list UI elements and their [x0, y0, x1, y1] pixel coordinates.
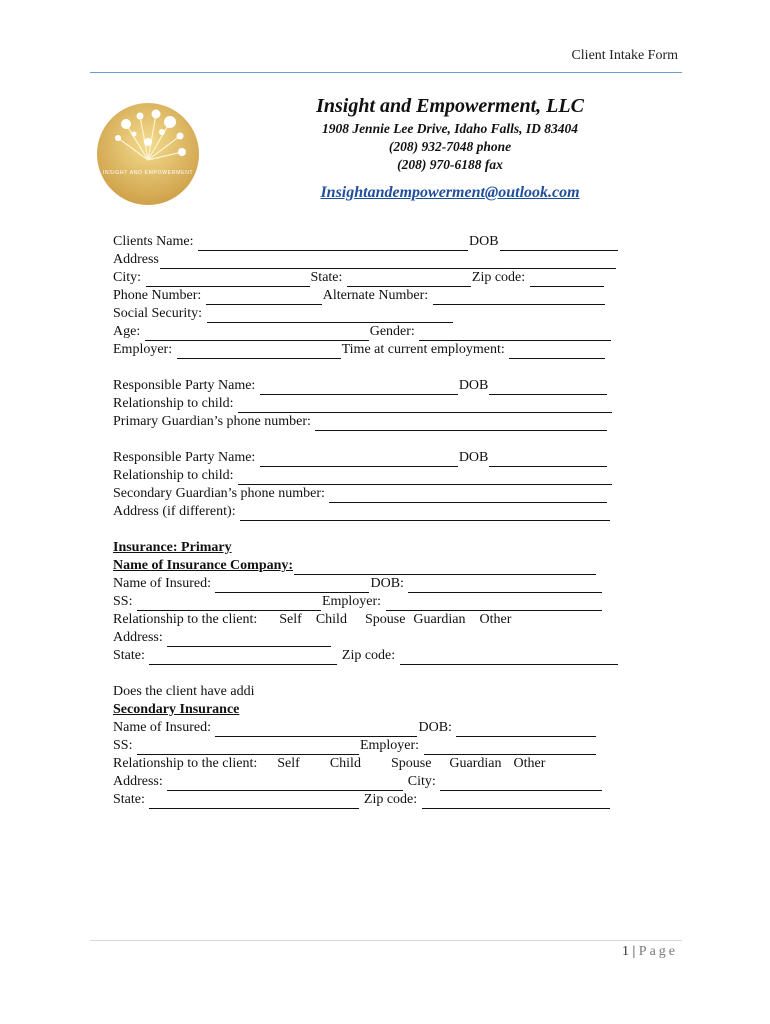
client-ssn-row [113, 305, 633, 323]
client-ssn-label: Social Security: [113, 306, 206, 321]
secondary-employer-field[interactable] [424, 741, 596, 755]
spacer [113, 431, 633, 449]
page-footer [0, 930, 770, 990]
client-zip-label: Zip code: [471, 270, 529, 285]
company-logo [96, 102, 200, 206]
primary-ss-row [113, 593, 633, 611]
secondary-insured-row [113, 719, 633, 737]
header-rule [90, 72, 682, 73]
client-phone-label: Phone Number: [113, 288, 205, 303]
client-city-field[interactable] [146, 273, 310, 287]
secondary-option-other[interactable]: Other [513, 756, 546, 771]
party2-address-field[interactable] [240, 507, 610, 521]
primary-dob-field[interactable] [408, 579, 602, 593]
primary-zip-label: Zip code: [338, 648, 399, 663]
client-address-field[interactable] [160, 255, 616, 269]
party1-name-field[interactable] [260, 381, 458, 395]
party2-name-field[interactable] [260, 453, 458, 467]
party1-phone-field[interactable] [315, 417, 607, 431]
intake-form [113, 233, 633, 809]
party2-phone-field[interactable] [329, 489, 607, 503]
secondary-insured-label: Name of Insured: [113, 720, 215, 735]
company-name: Insight and Empowerment, LLC [316, 95, 584, 117]
party1-phone-row [113, 413, 633, 431]
primary-company-label: Name of Insurance Company: [113, 558, 294, 573]
primary-dob-label: DOB: [370, 576, 408, 591]
secondary-option-guardian[interactable]: Guardian [449, 756, 502, 771]
secondary-insurance-heading: Secondary Insurance [113, 702, 240, 717]
primary-state-label: State: [113, 648, 149, 663]
party2-dob-field[interactable] [489, 453, 607, 467]
party2-address-label: Address (if different): [113, 504, 240, 519]
party1-name-label: Responsible Party Name: [113, 378, 259, 393]
secondary-address-label: Address: [113, 774, 167, 789]
party2-address-row [113, 503, 633, 521]
page-number-value: 1 [621, 944, 629, 959]
secondary-city-label: City: [404, 774, 440, 789]
primary-state-row [113, 647, 633, 665]
company-email-link[interactable]: Insightandempowerment@outlook.com [320, 184, 580, 201]
client-dob-field[interactable] [500, 237, 618, 251]
party1-phone-label: Primary Guardian’s phone number: [113, 414, 315, 429]
page-word: Page [638, 944, 678, 959]
party2-dob-label: DOB [458, 450, 489, 465]
secondary-relationship-row [113, 755, 633, 773]
party1-relationship-field[interactable] [238, 399, 612, 413]
spacer [113, 665, 633, 683]
client-employer-row [113, 341, 633, 359]
client-employer-label: Employer: [113, 342, 176, 357]
client-alt-phone-label: Alternate Number: [322, 288, 432, 303]
primary-company-row [113, 557, 633, 575]
client-phone-field[interactable] [206, 291, 322, 305]
client-zip-field[interactable] [530, 273, 604, 287]
logo-text: INSIGHT AND EMPOWERMENT [102, 170, 194, 176]
header-title: Client Intake Form [571, 48, 678, 63]
party2-phone-row [113, 485, 633, 503]
primary-zip-field[interactable] [400, 651, 618, 665]
party2-name-row [113, 449, 633, 467]
primary-relationship-label: Relationship to the client: [113, 612, 258, 627]
client-age-row [113, 323, 633, 341]
primary-company-field[interactable] [294, 561, 596, 575]
secondary-zip-label: Zip code: [360, 792, 421, 807]
company-fax: (208) 970-6188 fax [397, 157, 503, 172]
client-state-label: State: [310, 270, 346, 285]
primary-option-guardian[interactable]: Guardian [413, 612, 466, 627]
secondary-option-spouse[interactable]: Spouse [390, 756, 432, 771]
client-name-label: Clients Name: [113, 234, 197, 249]
party1-name-row [113, 377, 633, 395]
primary-option-child[interactable]: Child [315, 612, 347, 627]
primary-address-label: Address: [113, 630, 167, 645]
spacer [113, 359, 633, 377]
party1-dob-field[interactable] [489, 381, 607, 395]
secondary-city-field[interactable] [440, 777, 602, 791]
footer-rule [90, 940, 682, 941]
primary-address-field[interactable] [167, 633, 331, 647]
spacer [113, 521, 633, 539]
client-state-field[interactable] [347, 273, 471, 287]
client-city-label: City: [113, 270, 145, 285]
party2-relationship-label: Relationship to child: [113, 468, 238, 483]
secondary-zip-field[interactable] [422, 795, 610, 809]
secondary-state-field[interactable] [149, 795, 359, 809]
client-age-field[interactable] [145, 327, 369, 341]
letterhead [240, 92, 660, 204]
secondary-dob-field[interactable] [456, 723, 596, 737]
primary-employer-label: Employer: [321, 594, 385, 609]
primary-insured-row [113, 575, 633, 593]
party1-relationship-label: Relationship to child: [113, 396, 238, 411]
secondary-address-row [113, 773, 633, 791]
secondary-ss-row [113, 737, 633, 755]
primary-relationship-row [113, 611, 633, 629]
secondary-option-child[interactable]: Child [329, 756, 361, 771]
client-name-row [113, 233, 633, 251]
company-address: 1908 Jennie Lee Drive, Idaho Falls, ID 83404 [321, 121, 579, 136]
secondary-address-field[interactable] [167, 777, 403, 791]
secondary-relationship-label: Relationship to the client: [113, 756, 258, 771]
client-gender-label: Gender: [369, 324, 419, 339]
secondary-state-label: State: [113, 792, 149, 807]
party2-relationship-row [113, 467, 633, 485]
primary-option-other[interactable]: Other [479, 612, 512, 627]
client-ssn-field[interactable] [207, 309, 453, 323]
party1-dob-label: DOB [458, 378, 489, 393]
client-gender-field[interactable] [419, 327, 611, 341]
page-header [0, 0, 770, 80]
primary-option-spouse[interactable]: Spouse [364, 612, 406, 627]
page-number [622, 944, 678, 960]
primary-address-row [113, 629, 633, 647]
primary-state-field[interactable] [149, 651, 337, 665]
primary-insured-field[interactable] [215, 579, 369, 593]
secondary-state-row [113, 791, 633, 809]
secondary-ss-field[interactable] [137, 741, 359, 755]
party2-name-label: Responsible Party Name: [113, 450, 259, 465]
client-time-employed-field[interactable] [509, 345, 605, 359]
secondary-question: Does the client have addi [113, 684, 255, 699]
client-time-employed-label: Time at current employment: [341, 342, 509, 357]
client-name-field[interactable] [198, 237, 468, 251]
client-address-label: Address [113, 252, 159, 267]
company-phone: (208) 932-7048 phone [388, 139, 512, 154]
client-address-row [113, 251, 633, 269]
primary-ss-label: SS: [113, 594, 136, 609]
client-phone-row [113, 287, 633, 305]
client-city-row [113, 269, 633, 287]
primary-insured-label: Name of Insured: [113, 576, 215, 591]
secondary-employer-label: Employer: [359, 738, 423, 753]
party1-relationship-row [113, 395, 633, 413]
client-age-label: Age: [113, 324, 144, 339]
secondary-ss-label: SS: [113, 738, 136, 753]
client-alt-phone-field[interactable] [433, 291, 605, 305]
primary-insurance-heading: Insurance: Primary [113, 540, 232, 555]
client-dob-label: DOB [469, 234, 499, 249]
party2-relationship-field[interactable] [238, 471, 612, 485]
secondary-insured-field[interactable] [215, 723, 417, 737]
page-separator: | [628, 944, 639, 959]
primary-option-self[interactable]: Self [279, 612, 302, 627]
secondary-dob-label: DOB: [418, 720, 456, 735]
primary-ss-field[interactable] [137, 597, 321, 611]
secondary-option-self[interactable]: Self [277, 756, 300, 771]
primary-employer-field[interactable] [386, 597, 602, 611]
party2-phone-label: Secondary Guardian’s phone number: [113, 486, 329, 501]
client-employer-field[interactable] [177, 345, 341, 359]
